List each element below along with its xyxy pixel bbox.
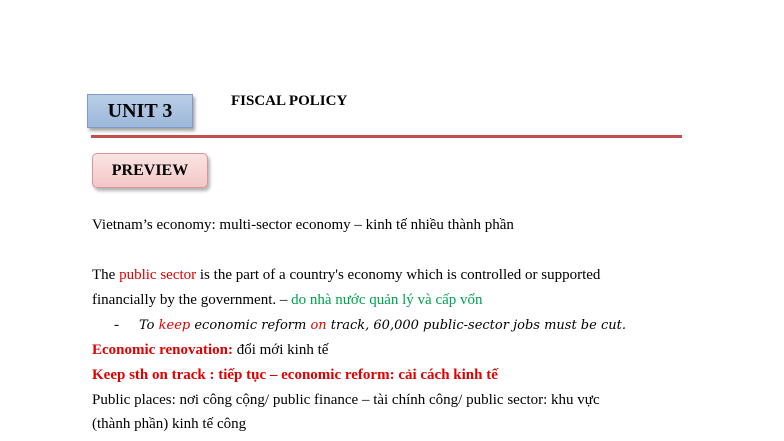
economic-renovation-line (92, 342, 328, 359)
example-text-mid: economic reform (190, 318, 311, 333)
renovation-translation: đổi mới kinh tế (232, 342, 329, 358)
economy-line (92, 217, 514, 234)
unit-label: UNIT 3 (107, 100, 173, 122)
title-divider (91, 135, 682, 138)
page-title: FISCAL POLICY (231, 93, 348, 109)
example-sentence (139, 318, 626, 333)
preview-label: PREVIEW (111, 162, 189, 179)
example-text-end: track, 60,000 public-sector jobs must be cut. (326, 318, 626, 333)
public-sector-definition-line1 (92, 267, 600, 284)
term-economic-renovation: Economic renovation: (92, 342, 233, 358)
economy-text: Vietnam’s economy: multi-sector economy – kinh tế nhiều thành phần (92, 217, 514, 233)
preview-label-box (92, 153, 208, 188)
vietnamese-translation: do nhà nước quản lý và cấp vốn (291, 292, 483, 308)
example-on: on (310, 318, 327, 333)
example-keep: keep (158, 318, 191, 333)
example-text: To (139, 318, 159, 333)
bullet-dash: - (114, 317, 119, 333)
public-sector-definition-line2 (92, 292, 483, 309)
definition-text: The (92, 267, 120, 283)
public-places-line2: (thành phần) kinh tế công (92, 416, 247, 432)
unit-label-box (87, 94, 193, 128)
definition-text-end: financially by the government. – (92, 292, 292, 308)
definition-text-cont: is the part of a country's economy which is controlled or supported (196, 267, 601, 283)
keep-on-track-line: Keep sth on track : tiếp tục – economic reform: cải cách kinh tế (92, 367, 498, 383)
term-public-sector: public sector (119, 267, 197, 283)
public-places-line1: Public places: nơi công cộng/ public finance – tài chính công/ public sector: khu vực (92, 392, 600, 408)
